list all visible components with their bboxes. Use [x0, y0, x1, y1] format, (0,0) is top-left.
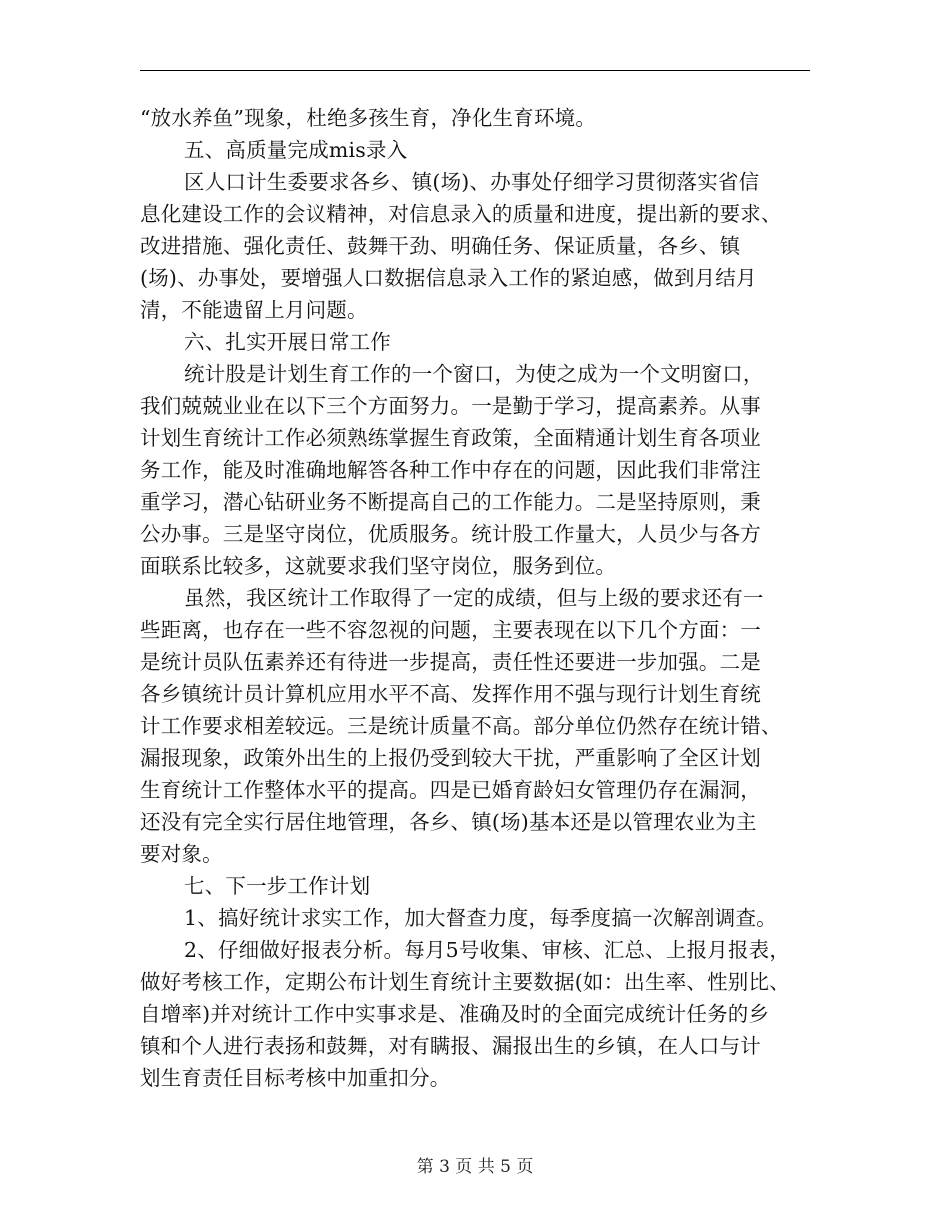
text-line: 务工作，能及时准确地解答各种工作中存在的问题，因此我们非常注	[140, 458, 761, 482]
text-line: 镇和个人进行表扬和鼓舞，对有瞒报、漏报出生的乡镇，在人口与计	[140, 1034, 761, 1058]
section-heading: 六、扎实开展日常工作	[184, 330, 391, 354]
list-item: 2、仔细做好报表分析。每月5号收集、审核、汇总、上报月报表，	[184, 938, 791, 962]
text-line: 计划生育统计工作必须熟练掌握生育政策，全面精通计划生育各项业	[140, 426, 761, 450]
text-line: 做好考核工作，定期公布计划生育统计主要数据(如：出生率、性别比、	[140, 970, 790, 994]
text-line: 清，不能遗留上月问题。	[140, 298, 368, 322]
text-line: 漏报现象，政策外出生的上报仍受到较大干扰，严重影响了全区计划	[140, 746, 761, 770]
text-line: (场)、办事处，要增强人口数据信息录入工作的紧迫感，做到月结月	[140, 266, 757, 290]
text-line: 息化建设工作的会议精神，对信息录入的质量和进度，提出新的要求、	[140, 202, 782, 226]
text-line: 重学习，潜心钻研业务不断提高自己的工作能力。二是坚持原则，秉	[140, 490, 761, 514]
text-line: 我们兢兢业业在以下三个方面努力。一是勤于学习，提高素养。从事	[140, 394, 761, 418]
text-line: 改进措施、强化责任、鼓舞干劲、明确任务、保证质量，各乡、镇	[140, 234, 741, 258]
text-line: “放水养鱼”现象，杜绝多孩生育，净化生育环境。	[140, 106, 597, 130]
page-number: 第 3 页 共 5 页	[416, 1157, 534, 1177]
text-line: 是统计员队伍素养还有待进一步提高，责任性还要进一步加强。二是	[140, 650, 761, 674]
text-line: 区人口计生委要求各乡、镇(场)、办事处仔细学习贯彻落实省信	[184, 170, 760, 194]
text-line: 生育统计工作整体水平的提高。四是已婚育龄妇女管理仍存在漏洞，	[140, 778, 761, 802]
text-line: 公办事。三是坚守岗位，优质服务。统计股工作量大，人员少与各方	[140, 522, 761, 546]
text-line: 统计股是计划生育工作的一个窗口，为使之成为一个文明窗口，	[184, 362, 764, 386]
document-body	[140, 102, 820, 1094]
text-line: 面联系比较多，这就要求我们坚守岗位，服务到位。	[140, 554, 617, 578]
text-line: 划生育责任目标考核中加重扣分。	[140, 1066, 451, 1090]
section-heading: 七、下一步工作计划	[184, 874, 371, 898]
section-heading: 五、高质量完成mis录入	[184, 138, 408, 162]
header-rule	[140, 70, 810, 71]
text-line: 些距离，也存在一些不容忽视的问题，主要表现在以下几个方面：一	[140, 618, 761, 642]
text-line: 要对象。	[140, 842, 223, 866]
text-line: 自增率)并对统计工作中实事求是、准确及时的全面完成统计任务的乡	[140, 1002, 770, 1026]
text-line: 还没有完全实行居住地管理，各乡、镇(场)基本还是以管理农业为主	[140, 810, 757, 834]
text-line: 虽然，我区统计工作取得了一定的成绩，但与上级的要求还有一	[184, 586, 764, 610]
text-line: 计工作要求相差较远。三是统计质量不高。部分单位仍然存在统计错、	[140, 714, 782, 738]
list-item: 1、搞好统计求实工作，加大督查力度，每季度搞一次解剖调查。	[184, 906, 777, 930]
text-line: 各乡镇统计员计算机应用水平不高、发挥作用不强与现行计划生育统	[140, 682, 761, 706]
